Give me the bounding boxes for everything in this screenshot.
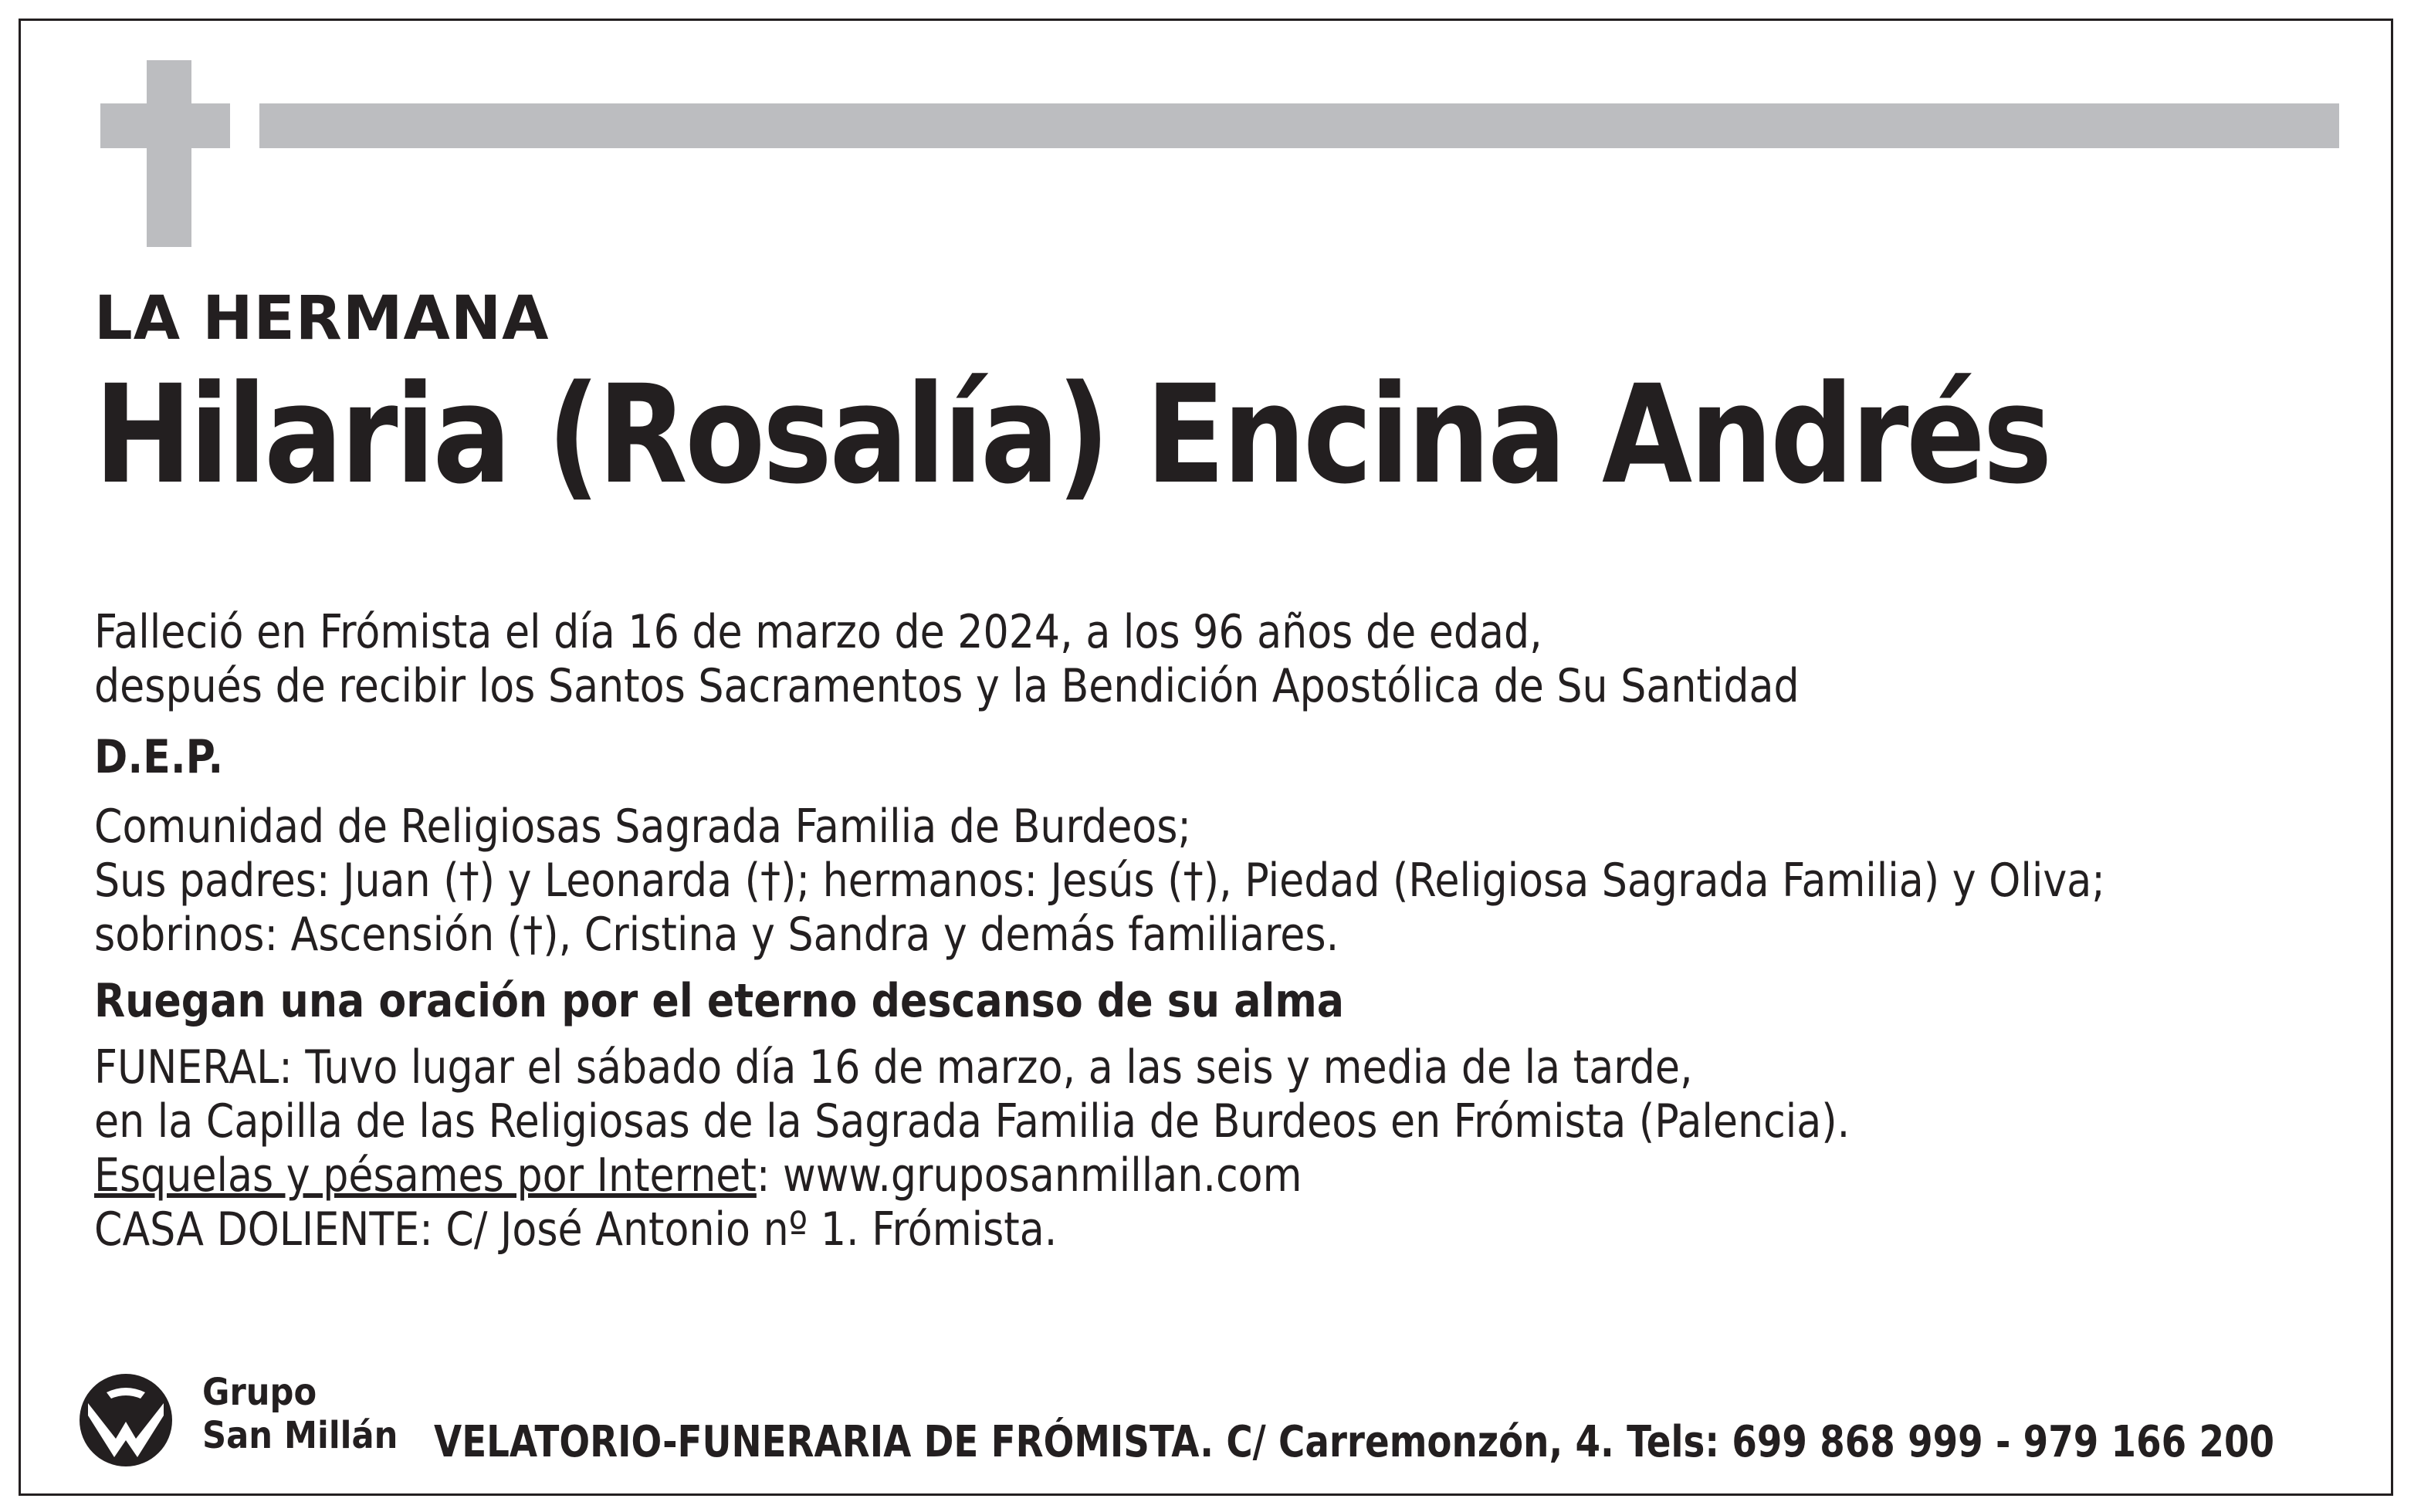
prayer-line: Ruegan una oración por el eterno descanso de su alma xyxy=(94,974,1344,1028)
family-line-2: Sus padres: Juan (†) y Leonarda (†); hermanos: Jesús (†), Piedad (Religiosa Sagrada Familia) y Oliva; xyxy=(94,854,2105,908)
header-bar xyxy=(259,103,2339,148)
family-line-3: sobrinos: Ascensión (†), Cristina y Sandra y demás familiares. xyxy=(94,908,1339,962)
funeral-line-1: FUNERAL: Tuvo lugar el sábado día 16 de marzo, a las seis y media de la tarde, xyxy=(94,1040,1693,1094)
death-notice-line-1: Falleció en Frómista el día 16 de marzo de 2024, a los 96 años de edad, xyxy=(94,605,1542,659)
funeral-block xyxy=(94,1040,1850,1257)
logo-line-2: San Millán xyxy=(202,1414,398,1457)
internet-separator: : xyxy=(756,1148,770,1202)
family-block xyxy=(94,800,2105,962)
logo-text xyxy=(202,1371,398,1457)
family-line-1: Comunidad de Religiosas Sagrada Familia de Burdeos; xyxy=(94,800,1192,854)
san-millan-logo-icon xyxy=(77,1372,174,1468)
casa-doliente: CASA DOLIENTE: C/ José Antonio nº 1. Frómista. xyxy=(94,1202,1058,1257)
death-notice xyxy=(94,605,1800,713)
funeral-home-footer: VELATORIO-FUNERARIA DE FRÓMISTA. C/ Carremonzón, 4. Tels: 699 868 999 - 979 166 200 xyxy=(434,1417,2275,1467)
internet-line xyxy=(94,1148,1850,1202)
internet-url[interactable]: www.gruposanmillan.com xyxy=(770,1148,1302,1202)
relation-heading: LA HERMANA xyxy=(94,284,550,353)
notice-frame xyxy=(19,19,2393,1496)
dep-label: D.E.P. xyxy=(94,730,224,784)
cross-icon-horizontal xyxy=(100,103,230,148)
death-notice-line-2: después de recibir los Santos Sacramentos y la Bendición Apostólica de Su Santidad xyxy=(94,659,1800,713)
logo-line-1: Grupo xyxy=(202,1371,317,1414)
deceased-name: Hilaria (Rosalía) Encina Andrés xyxy=(94,356,2050,514)
internet-label: Esquelas y pésames por Internet xyxy=(94,1148,757,1202)
cross-icon-vertical xyxy=(147,60,191,247)
funeral-line-2: en la Capilla de las Religiosas de la Sagrada Familia de Burdeos en Frómista (Palencia). xyxy=(94,1094,1850,1148)
